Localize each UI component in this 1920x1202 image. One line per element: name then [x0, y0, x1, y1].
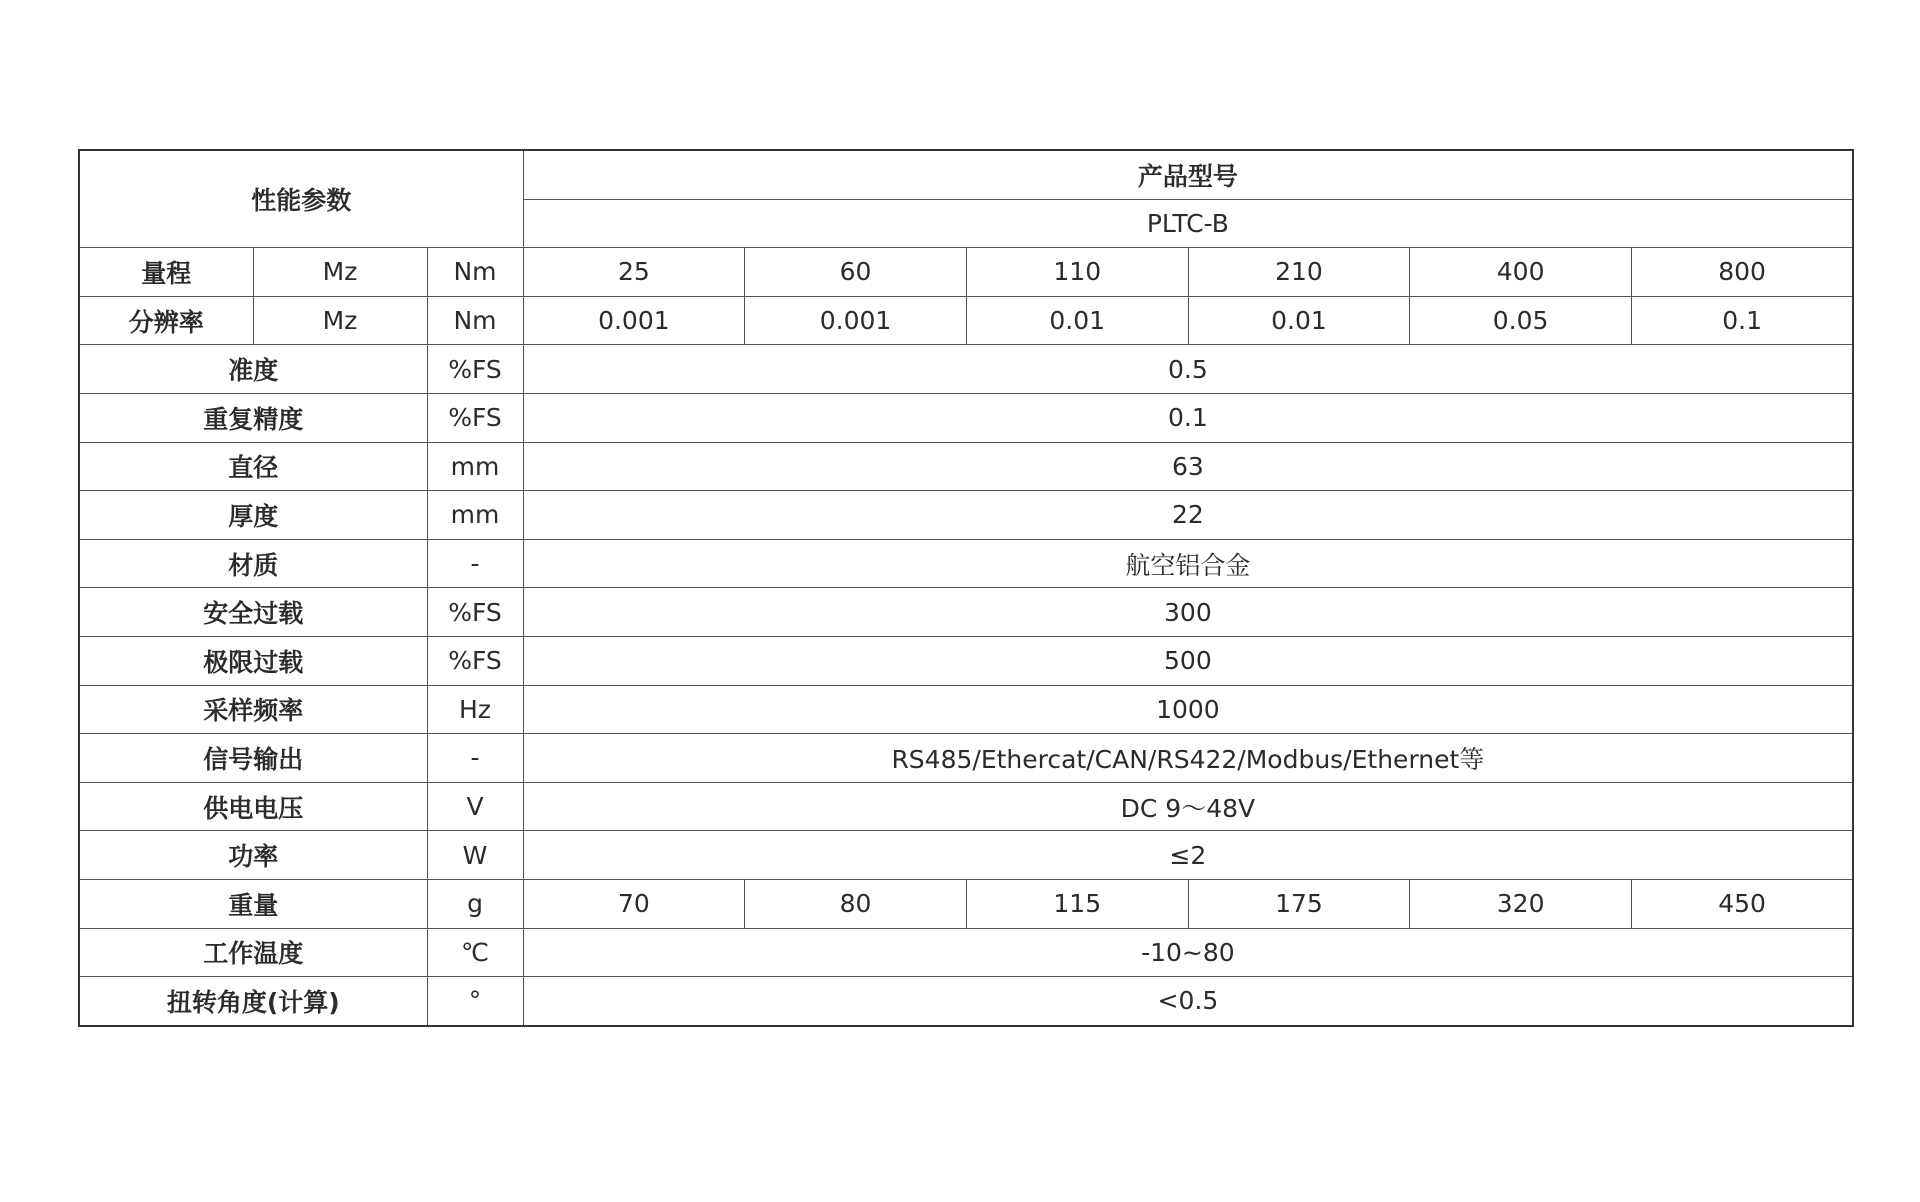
- spec-value: 22: [523, 491, 1853, 540]
- spec-row: [79, 345, 1853, 394]
- weight-value: 450: [1631, 879, 1853, 928]
- spec-unit: V: [427, 782, 523, 831]
- spec-label: 准度: [79, 345, 427, 394]
- resolution-value: 0.001: [523, 296, 745, 345]
- spec-row: [79, 928, 1853, 977]
- range-row: [79, 248, 1853, 297]
- weight-label: 重量: [79, 879, 427, 928]
- spec-unit: %FS: [427, 636, 523, 685]
- header-row-1: [79, 150, 1853, 199]
- spec-label: 供电电压: [79, 782, 427, 831]
- spec-value: ≤2: [523, 831, 1853, 880]
- spec-unit: %FS: [427, 393, 523, 442]
- spec-row: [79, 491, 1853, 540]
- spec-value: DC 9～48V: [523, 782, 1853, 831]
- spec-unit: W: [427, 831, 523, 880]
- range-value: 60: [745, 248, 967, 297]
- spec-row: [79, 442, 1853, 491]
- range-value: 800: [1631, 248, 1853, 297]
- spec-label: 扭转角度(计算): [79, 977, 427, 1026]
- resolution-value: 0.1: [1631, 296, 1853, 345]
- spec-label: 直径: [79, 442, 427, 491]
- range-value: 400: [1410, 248, 1632, 297]
- spec-label: 安全过载: [79, 588, 427, 637]
- weight-value: 70: [523, 879, 745, 928]
- resolution-unit: Nm: [427, 296, 523, 345]
- range-label: 量程: [79, 248, 253, 297]
- resolution-value: 0.05: [1410, 296, 1632, 345]
- spec-unit: mm: [427, 442, 523, 491]
- spec-label: 材质: [79, 539, 427, 588]
- spec-value: 63: [523, 442, 1853, 491]
- spec-row: [79, 685, 1853, 734]
- range-value: 110: [966, 248, 1188, 297]
- spec-unit: Hz: [427, 685, 523, 734]
- spec-value: 1000: [523, 685, 1853, 734]
- resolution-sub: Mz: [253, 296, 427, 345]
- resolution-value: 0.001: [745, 296, 967, 345]
- spec-unit: -: [427, 734, 523, 783]
- spec-label: 厚度: [79, 491, 427, 540]
- spec-row: [79, 977, 1853, 1026]
- spec-value: 300: [523, 588, 1853, 637]
- spec-unit: mm: [427, 491, 523, 540]
- spec-table-body: [79, 150, 1853, 1026]
- spec-value: -10~80: [523, 928, 1853, 977]
- model-name: PLTC-B: [523, 199, 1853, 248]
- spec-value: <0.5: [523, 977, 1853, 1026]
- spec-label: 采样频率: [79, 685, 427, 734]
- spec-value: 0.5: [523, 345, 1853, 394]
- spec-table: [78, 149, 1854, 1027]
- spec-value: RS485/Ethercat/CAN/RS422/Modbus/Ethernet等: [523, 734, 1853, 783]
- spec-value: 航空铝合金: [523, 539, 1853, 588]
- resolution-label: 分辨率: [79, 296, 253, 345]
- weight-value: 115: [966, 879, 1188, 928]
- spec-label: 重复精度: [79, 393, 427, 442]
- weight-value: 320: [1410, 879, 1632, 928]
- range-sub: Mz: [253, 248, 427, 297]
- spec-row: [79, 831, 1853, 880]
- spec-row: [79, 539, 1853, 588]
- resolution-row: [79, 296, 1853, 345]
- weight-row: [79, 879, 1853, 928]
- spec-row: [79, 782, 1853, 831]
- spec-row: [79, 734, 1853, 783]
- resolution-value: 0.01: [1188, 296, 1410, 345]
- params-title: 性能参数: [79, 150, 523, 248]
- spec-unit: °: [427, 977, 523, 1026]
- resolution-value: 0.01: [966, 296, 1188, 345]
- spec-value: 500: [523, 636, 1853, 685]
- spec-unit: ℃: [427, 928, 523, 977]
- spec-label: 功率: [79, 831, 427, 880]
- spec-label: 信号输出: [79, 734, 427, 783]
- weight-value: 175: [1188, 879, 1410, 928]
- spec-row: [79, 588, 1853, 637]
- spec-value: 0.1: [523, 393, 1853, 442]
- spec-label: 极限过载: [79, 636, 427, 685]
- spec-label: 工作温度: [79, 928, 427, 977]
- weight-unit: g: [427, 879, 523, 928]
- model-title: 产品型号: [523, 150, 1853, 199]
- weight-value: 80: [745, 879, 967, 928]
- range-value: 210: [1188, 248, 1410, 297]
- range-unit: Nm: [427, 248, 523, 297]
- spec-row: [79, 636, 1853, 685]
- spec-unit: %FS: [427, 345, 523, 394]
- spec-unit: %FS: [427, 588, 523, 637]
- spec-unit: -: [427, 539, 523, 588]
- range-value: 25: [523, 248, 745, 297]
- spec-row: [79, 393, 1853, 442]
